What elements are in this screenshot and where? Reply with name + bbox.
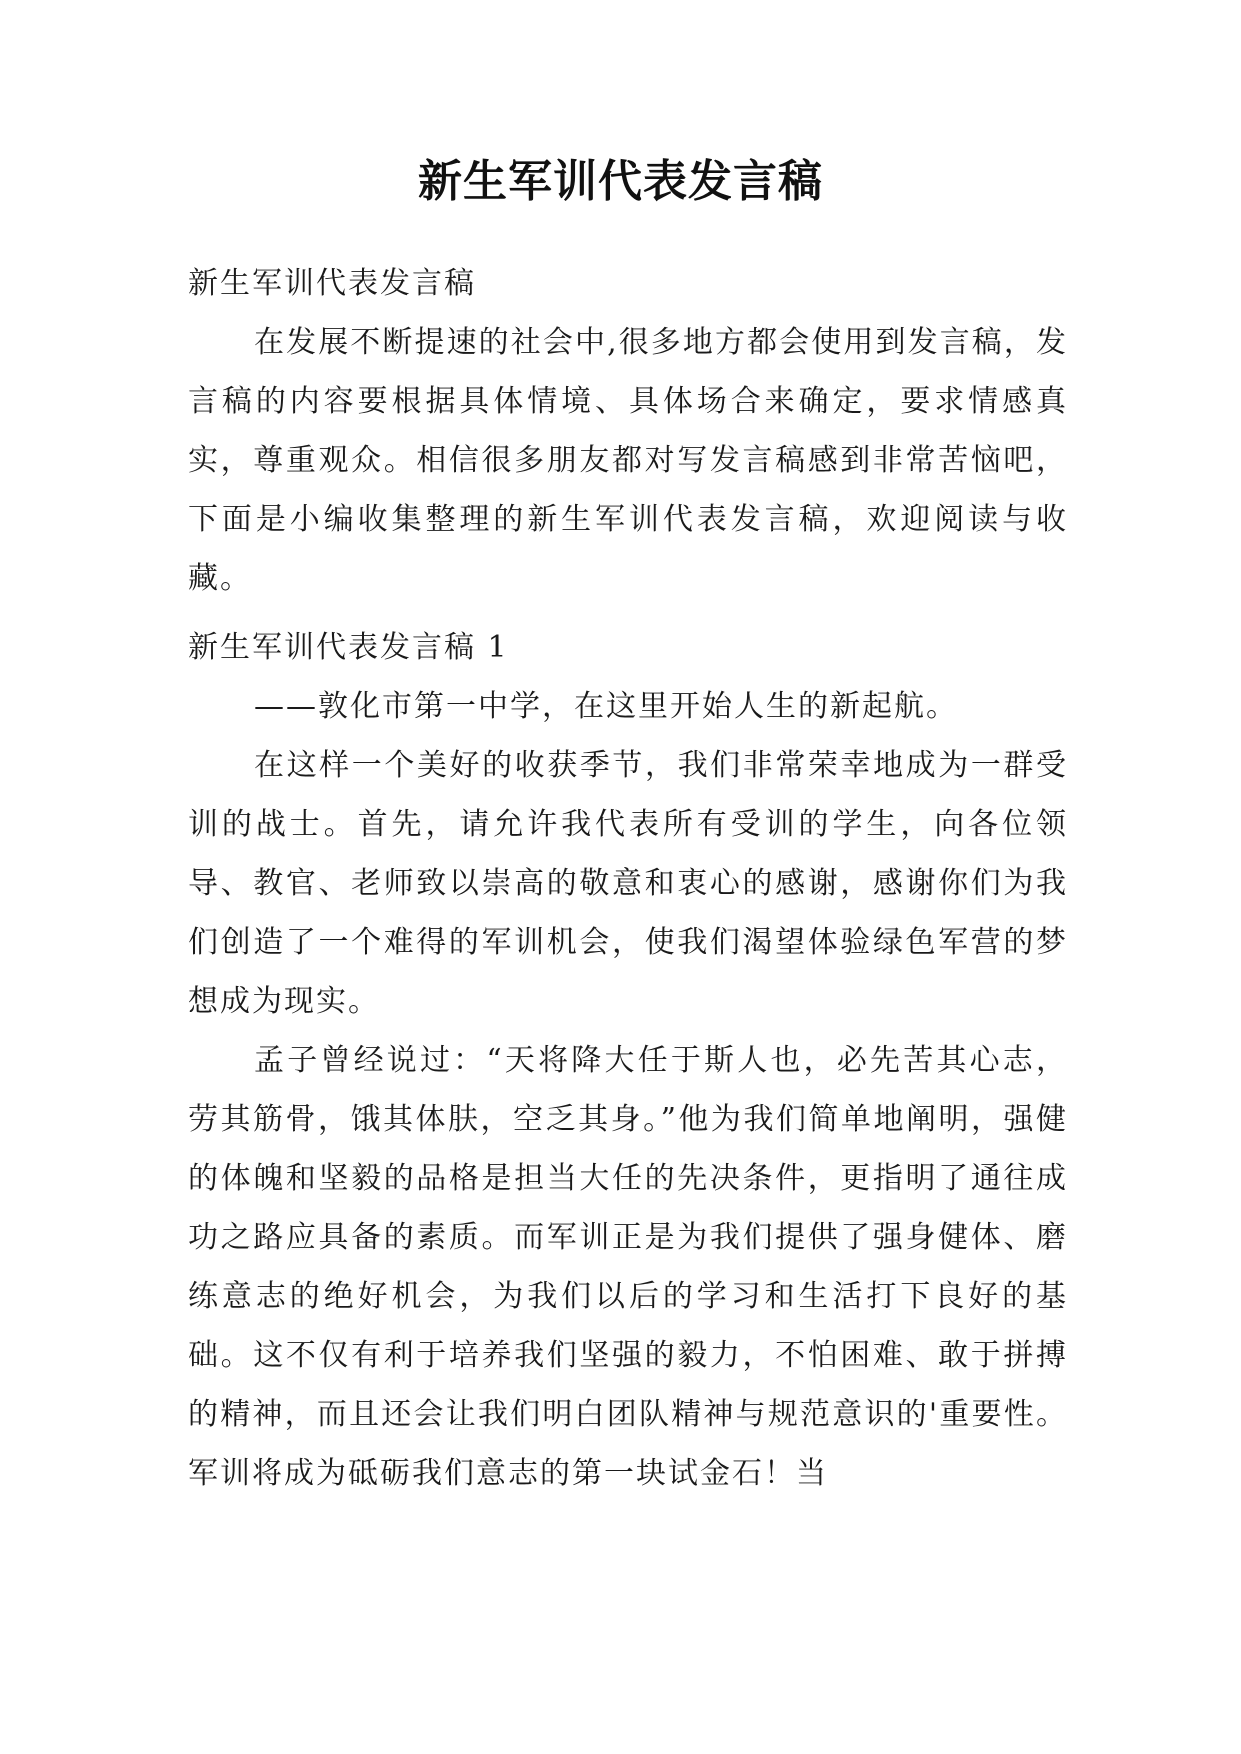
section-1-paragraph: ——敦化市第一中学，在这里开始人生的新起航。	[254, 689, 958, 724]
intro-heading: 新生军训代表发言稿	[188, 266, 476, 301]
section-1-heading: 新生军训代表发言稿 1	[188, 630, 509, 665]
document-title: 新生军训代表发言稿	[418, 156, 823, 207]
section-1-paragraph: 孟子曾经说过：“天将降大任于斯人也，必先苦其心志，劳其筋骨，饿其体肤，空乏其身。”他为我们简单地阐明，强健的体魄和坚毅的品格是担当大任的先决条件，更指明了通往成功之路应具备的素质。而军训正是为我们提供了强身健体、磨练意志的绝好机会，为我们以后的学习和生活打下良好的基础。这不仅有利于培养我们坚强的毅力，不怕困难、敢于拼搏的精神，而且还会让我们明白团队精神与规范意识的'重要性。军训将成为砥砺我们意志的第一块试金石！当	[188, 1043, 1068, 1491]
section-1-paragraph: 在这样一个美好的收获季节，我们非常荣幸地成为一群受训的战士。首先，请允许我代表所有受训的学生，向各位领导、教官、老师致以崇高的敬意和衷心的感谢，感谢你们为我们创造了一个难得的军训机会，使我们渴望体验绿色军营的梦想成为现实。	[188, 748, 1068, 1019]
intro-block	[188, 254, 1068, 608]
section-1	[188, 618, 1068, 1503]
intro-paragraph: 在发展不断提速的社会中,很多地方都会使用到发言稿，发言稿的内容要根据具体情境、具体场合来确定，要求情感真实，尊重观众。相信很多朋友都对写发言稿感到非常苦恼吧，下面是小编收集整理的新生军训代表发言稿，欢迎阅读与收藏。	[188, 325, 1068, 596]
